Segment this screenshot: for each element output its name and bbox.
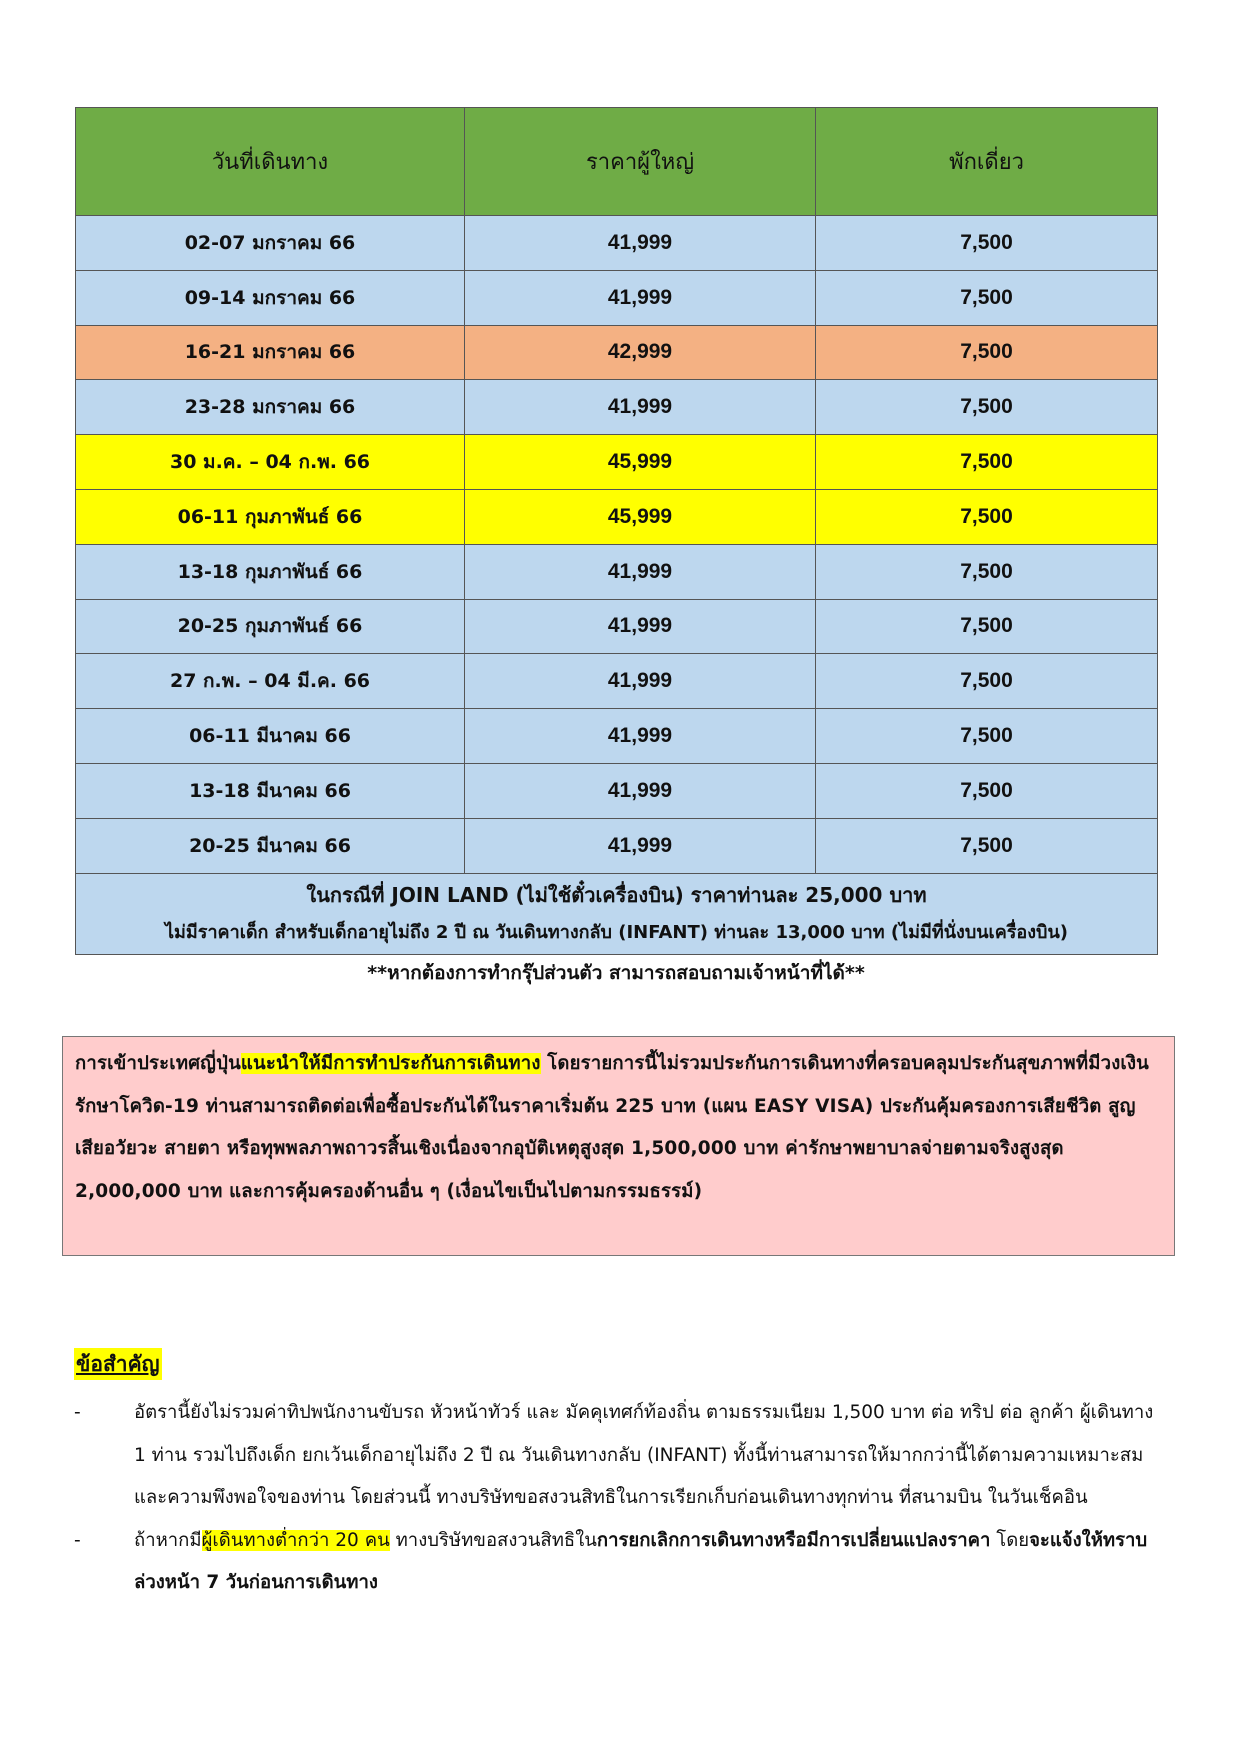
travel-date-cell: 13-18 กุมภาพันธ์ 66 — [76, 544, 465, 599]
table-row — [76, 270, 1158, 325]
important-list — [74, 1392, 1164, 1605]
header-adult-price: ราคาผู้ใหญ่ — [465, 108, 816, 216]
single-price-cell: 7,500 — [816, 709, 1158, 764]
join-land-note: ในกรณีที่ JOIN LAND (ไม่ใช้ตั๋วเครื่องบิน) ราคาท่านละ 25,000 บาท — [306, 882, 927, 907]
table-row — [76, 489, 1158, 544]
travel-date-cell: 16-21 มกราคม 66 — [76, 325, 465, 380]
travel-date-cell: 09-14 มกราคม 66 — [76, 270, 465, 325]
insurance-highlight: แนะนำให้มีการทำประกันการเดินทาง — [240, 1053, 541, 1074]
travel-date-cell: 23-28 มกราคม 66 — [76, 380, 465, 435]
single-price-cell: 7,500 — [816, 325, 1158, 380]
adult-price-cell: 41,999 — [465, 270, 816, 325]
table-row — [76, 325, 1158, 380]
important-heading — [74, 1348, 162, 1381]
single-price-cell: 7,500 — [816, 654, 1158, 709]
min-travelers-rights: ทางบริษัทขอสงวนสิทธิใน — [389, 1529, 597, 1551]
single-price-cell: 7,500 — [816, 489, 1158, 544]
travel-date-cell: 06-11 กุมภาพันธ์ 66 — [76, 489, 465, 544]
min-travelers-highlight: ผู้เดินทางต่ำกว่า 20 คน — [201, 1529, 390, 1551]
single-price-cell: 7,500 — [816, 270, 1158, 325]
table-header-row — [76, 108, 1158, 216]
travel-date-cell: 06-11 มีนาคม 66 — [76, 709, 465, 764]
travel-date-cell: 27 ก.พ. – 04 มี.ค. 66 — [76, 654, 465, 709]
adult-price-cell: 41,999 — [465, 709, 816, 764]
adult-price-cell: 45,999 — [465, 435, 816, 490]
adult-price-cell: 45,999 — [465, 489, 816, 544]
adult-price-cell: 41,999 — [465, 216, 816, 271]
travel-date-cell: 20-25 มีนาคม 66 — [76, 818, 465, 873]
bullet-dash: - — [74, 1402, 81, 1423]
adult-price-cell: 41,999 — [465, 654, 816, 709]
min-travelers-intro: ถ้าหากมี — [134, 1529, 202, 1551]
table-row — [76, 818, 1158, 873]
adult-price-cell: 41,999 — [465, 818, 816, 873]
single-price-cell: 7,500 — [816, 599, 1158, 654]
adult-price-cell: 41,999 — [465, 763, 816, 818]
table-note-cell — [76, 873, 1158, 954]
adult-price-cell: 41,999 — [465, 599, 816, 654]
price-table — [75, 107, 1158, 955]
important-heading-text: ข้อสำคัญ — [74, 1348, 162, 1380]
single-price-cell: 7,500 — [816, 435, 1158, 490]
private-group-note: **หากต้องการทำกรุ๊ปส่วนตัว สามารถสอบถามเจ้าหน้าที่ได้** — [367, 962, 865, 984]
tip-policy-text: อัตรานี้ยังไม่รวมค่าทิปพนักงานขับรถ หัวหน้าทัวร์ และ มัคคุเทศก์ท้องถิ่น ตามธรรมเนียม 1,500 บาท ต่อ ทริป ต่อ ลูกค้า ผู้เดินทาง 1 ท่าน รวมไปถึงเด็ก ยกเว้นเด็กอายุไม่ถึง 2 ปี ณ วันเดินทางกลับ (INFANT) ทั้งนี้ท่านสามารถให้มากกว่านี้ได้ตามความเหมาะสมและความพึงพอใจของท่าน โดยส่วนนี้ ทางบริษัทขอสงวนสิทธิในการเรียกเก็บก่อนเดินทางทุกท่าน ที่สนามบิน ในวันเช็คอิน — [134, 1402, 1154, 1508]
single-price-cell: 7,500 — [816, 380, 1158, 435]
bullet-dash: - — [74, 1529, 81, 1551]
min-travelers-by: โดย — [990, 1529, 1030, 1551]
table-row — [76, 709, 1158, 764]
adult-price-cell: 42,999 — [465, 325, 816, 380]
single-price-cell: 7,500 — [816, 818, 1158, 873]
insurance-details: โดยรายการนี้ไม่รวมประกันการเดินทางที่ครอบคลุมประกันสุขภาพที่มีวงเงินรักษาโควิด-19 ท่านสามารถติดต่อเพื่อซื้อประกันได้ในราคาเริ่มต้น 225 บาท (แผน EASY VISA) ประกันคุ้มครองการเสียชีวิต สูญเสียอวัยวะ สายตา หรือทุพพลภาพถาวรสิ้นเชิงเนื่องจากอุบัติเหตุสูงสุด 1,500,000 บาท ค่ารักษาพยาบาลจ่ายตามจริงสูงสุด 2,000,000 บาท และการคุ้มครองด้านอื่น ๆ (เงื่อนไขเป็นไปตามกรรมธรรม์) — [75, 1053, 1150, 1202]
table-note-row — [76, 873, 1158, 954]
advance-notice-text: จะแจ้งให้ทราบล่วงหน้า 7 วันก่อนการเดินทาง — [134, 1529, 1148, 1593]
table-row — [76, 544, 1158, 599]
table-row — [76, 380, 1158, 435]
header-single-supplement: พักเดี่ยว — [816, 108, 1158, 216]
table-row — [76, 435, 1158, 490]
travel-date-cell: 02-07 มกราคม 66 — [76, 216, 465, 271]
table-row — [76, 216, 1158, 271]
min-travelers-text — [134, 1520, 1164, 1605]
travel-date-cell: 30 ม.ค. – 04 ก.พ. 66 — [76, 435, 465, 490]
travel-date-cell: 20-25 กุมภาพันธ์ 66 — [76, 599, 465, 654]
single-price-cell: 7,500 — [816, 544, 1158, 599]
table-row — [76, 763, 1158, 818]
table-row — [76, 599, 1158, 654]
table-row — [76, 654, 1158, 709]
list-item — [74, 1392, 1164, 1520]
single-price-cell: 7,500 — [816, 763, 1158, 818]
header-travel-date: วันที่เดินทาง — [76, 108, 465, 216]
insurance-intro: การเข้าประเทศญี่ปุ่น — [75, 1053, 241, 1074]
infant-note: ไม่มีราคาเด็ก สำหรับเด็กอายุไม่ถึง 2 ปี ณ วันเดินทางกลับ (INFANT) ท่านละ 13,000 บาท (ไม่มีที่นั่งบนเครื่องบิน) — [165, 921, 1068, 943]
adult-price-cell: 41,999 — [465, 544, 816, 599]
adult-price-cell: 41,999 — [465, 380, 816, 435]
cancellation-text: การยกเลิกการเดินทางหรือมีการเปลี่ยนแปลงราคา — [596, 1529, 991, 1551]
list-item — [74, 1520, 1164, 1605]
insurance-notice — [62, 1036, 1175, 1256]
single-price-cell: 7,500 — [816, 216, 1158, 271]
travel-date-cell: 13-18 มีนาคม 66 — [76, 763, 465, 818]
